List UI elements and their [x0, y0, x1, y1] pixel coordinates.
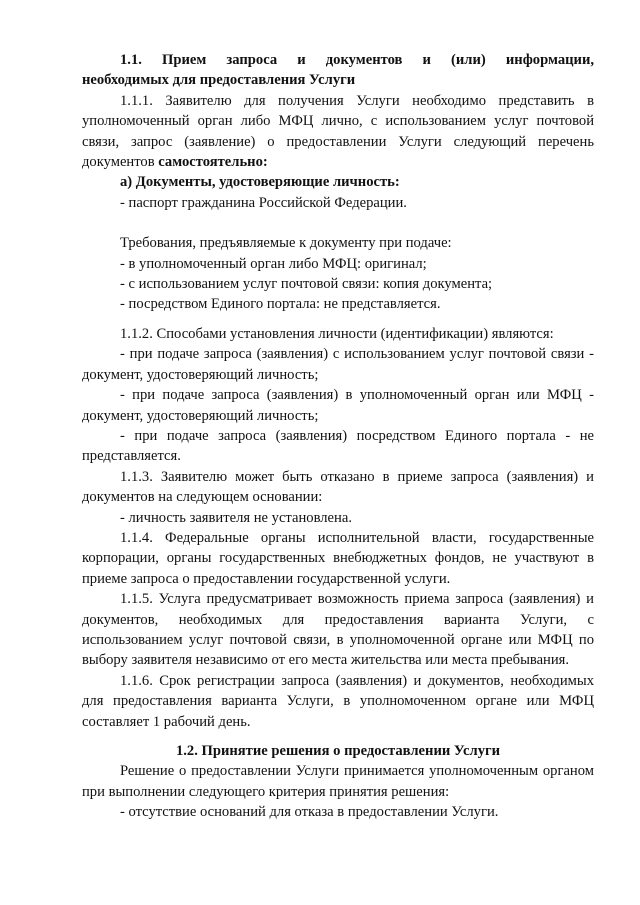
section-heading-1-2: 1.2. Принятие решения о предоставлении Услуги	[175, 743, 501, 759]
identification-item: - при подаче запроса (заявления) посредством Единого портала - не представляется.	[82, 427, 594, 465]
spacer	[82, 315, 594, 324]
requirements-item: - в уполномоченный орган либо МФЦ: оригинал;	[120, 255, 427, 272]
section-heading-1-1: 1.1. Прием запроса и документов и (или) информации,	[120, 52, 594, 68]
refusal-item: - личность заявителя не установлена.	[120, 509, 352, 526]
identification-item: - при подаче запроса (заявления) с использованием услуг почтовой связи - документ, удостоверяющий личность;	[82, 346, 594, 383]
paragraph-1-1-1	[82, 91, 594, 173]
paragraph-1-1-1-bold: самостоятельно:	[158, 154, 268, 171]
documents-item: - паспорт гражданина Российской Федерации.	[120, 194, 407, 211]
section-heading-1-1-cont: необходимых для предоставления Услуги	[82, 72, 356, 89]
decision-item: - отсутствие оснований для отказа в предоставлении Услуги.	[120, 804, 499, 821]
document-page	[82, 50, 594, 823]
paragraph-1-2: Решение о предоставлении Услуги принимается уполномоченным органом при выполнении следующего критерия принятия решения:	[82, 763, 594, 800]
spacer	[82, 732, 594, 741]
paragraph-1-1-5: 1.1.5. Услуга предусматривает возможность приема запроса (заявления) и документов, необходимых для предоставления варианта Услуги, с использованием услуг почтовой связи, в уполномоченной органе или МФЦ по выбору заявителя независимо от его места жительства или места пребывания.	[82, 591, 594, 669]
identification-item: - при подаче запроса (заявления) в уполномоченный орган или МФЦ - документ, удостоверяющий личность;	[82, 387, 594, 424]
requirements-item: - посредством Единого портала: не представляется.	[120, 296, 441, 313]
requirements-item: - с использованием услуг почтовой связи: копия документа;	[120, 276, 493, 293]
requirements-intro: Требования, предъявляемые к документу при подаче:	[120, 235, 452, 252]
documents-heading: а) Документы, удостоверяющие личность:	[120, 174, 400, 191]
paragraph-1-1-6: 1.1.6. Срок регистрации запроса (заявления) и документов, необходимых для предоставления варианта Услуги, в уполномоченном органе или МФЦ составляет 1 рабочий день.	[82, 672, 594, 730]
spacer	[82, 213, 594, 233]
paragraph-1-1-2: 1.1.2. Способами установления личности (идентификации) являются:	[120, 325, 554, 342]
paragraph-1-1-3: 1.1.3. Заявителю может быть отказано в приеме запроса (заявления) и документов на следующем основании:	[82, 468, 594, 506]
paragraph-1-1-1-text: 1.1.1. Заявителю для получения Услуги необходимо представить в уполномоченный орган либо МФЦ лично, с использованием услуг почтовой связи, запрос (заявление) о предоставлении Услуги следующий перечень документов	[82, 92, 594, 171]
paragraph-1-1-4: 1.1.4. Федеральные органы исполнительной власти, государственные корпорации, органы государственных внебюджетных фондов, не участвуют в приеме запроса о предоставлении государственной услуги.	[82, 529, 594, 587]
